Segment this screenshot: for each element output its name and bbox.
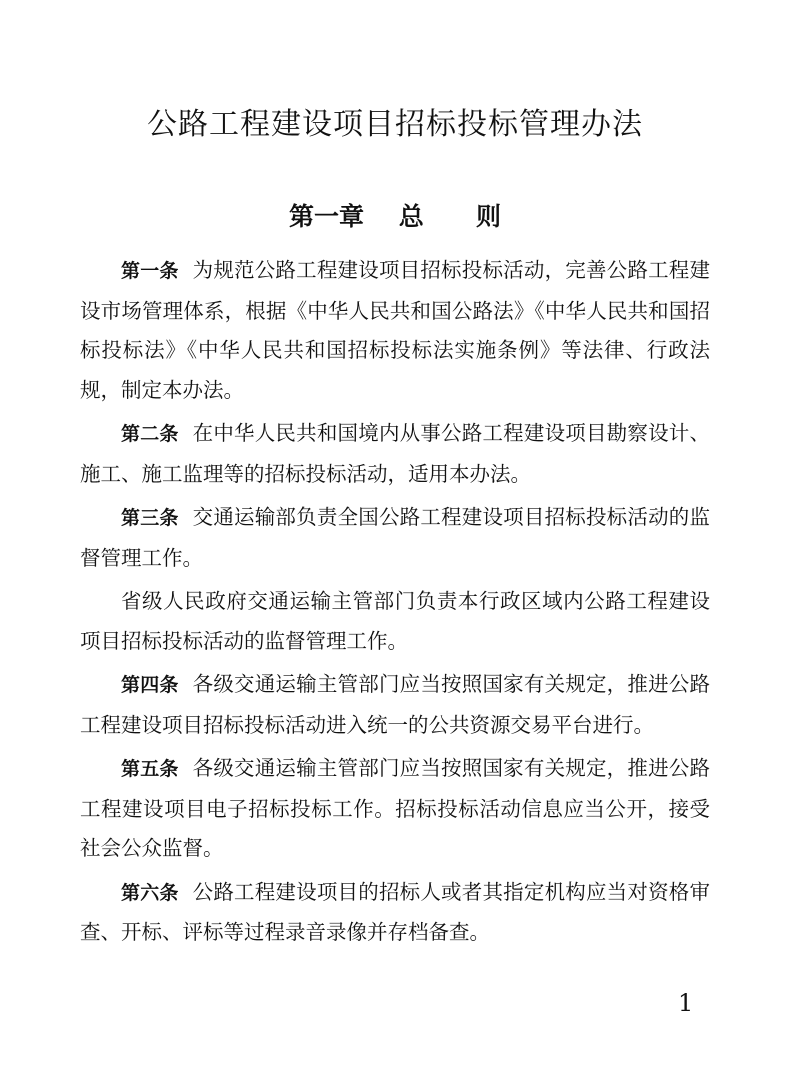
document-title: 公路工程建设项目招标投标管理办法 bbox=[147, 107, 643, 142]
article-3-paragraph bbox=[80, 498, 710, 578]
article-1-paragraph bbox=[80, 251, 710, 410]
article-4-paragraph bbox=[80, 665, 710, 745]
chapter-title: 第一章 总 则 bbox=[288, 202, 502, 231]
article-text: 各级交通运输主管部门应当按照国家有关规定，推进公路工程建设项目电子招标投标工作。招标投标活动信息应当公开，接受社会公众监督。 bbox=[80, 756, 710, 860]
body-text bbox=[80, 251, 710, 957]
article-text: 在中华人民共和国境内从事公路工程建设项目勘察设计、施工、施工监理等的招标投标活动，适用本办法。 bbox=[80, 421, 710, 486]
article-text: 公路工程建设项目的招标人或者其指定机构应当对资格审查、开标、评标等过程录音录像并存档备查。 bbox=[80, 879, 710, 944]
article-5-paragraph bbox=[80, 749, 710, 869]
article-label: 第一条 bbox=[121, 260, 179, 282]
article-label: 第三条 bbox=[121, 507, 179, 529]
article-label: 第五条 bbox=[121, 758, 179, 780]
article-text: 交通运输部负责全国公路工程建设项目招标投标活动的监督管理工作。 bbox=[80, 505, 710, 570]
article-label: 第四条 bbox=[121, 674, 179, 696]
article-text: 省级人民政府交通运输主管部门负责本行政区域内公路工程建设项目招标投标活动的监督管理工作。 bbox=[80, 589, 710, 653]
article-label: 第二条 bbox=[121, 423, 179, 445]
article-text: 各级交通运输主管部门应当按照国家有关规定，推进公路工程建设项目招标投标活动进入统一的公共资源交易平台进行。 bbox=[80, 672, 710, 737]
article-label: 第六条 bbox=[121, 881, 179, 904]
article-6-paragraph bbox=[80, 873, 710, 953]
article-3-continuation-paragraph bbox=[80, 582, 710, 661]
page-number: 1 bbox=[678, 989, 694, 1017]
article-text: 为规范公路工程建设项目招标投标活动，完善公路工程建设市场管理体系，根据《中华人民共和国公路法》《中华人民共和国招标投标法》《中华人民共和国招标投标法实施条例》等法律、行政法规，制定本办法。 bbox=[80, 258, 710, 402]
article-2-paragraph bbox=[80, 414, 710, 494]
